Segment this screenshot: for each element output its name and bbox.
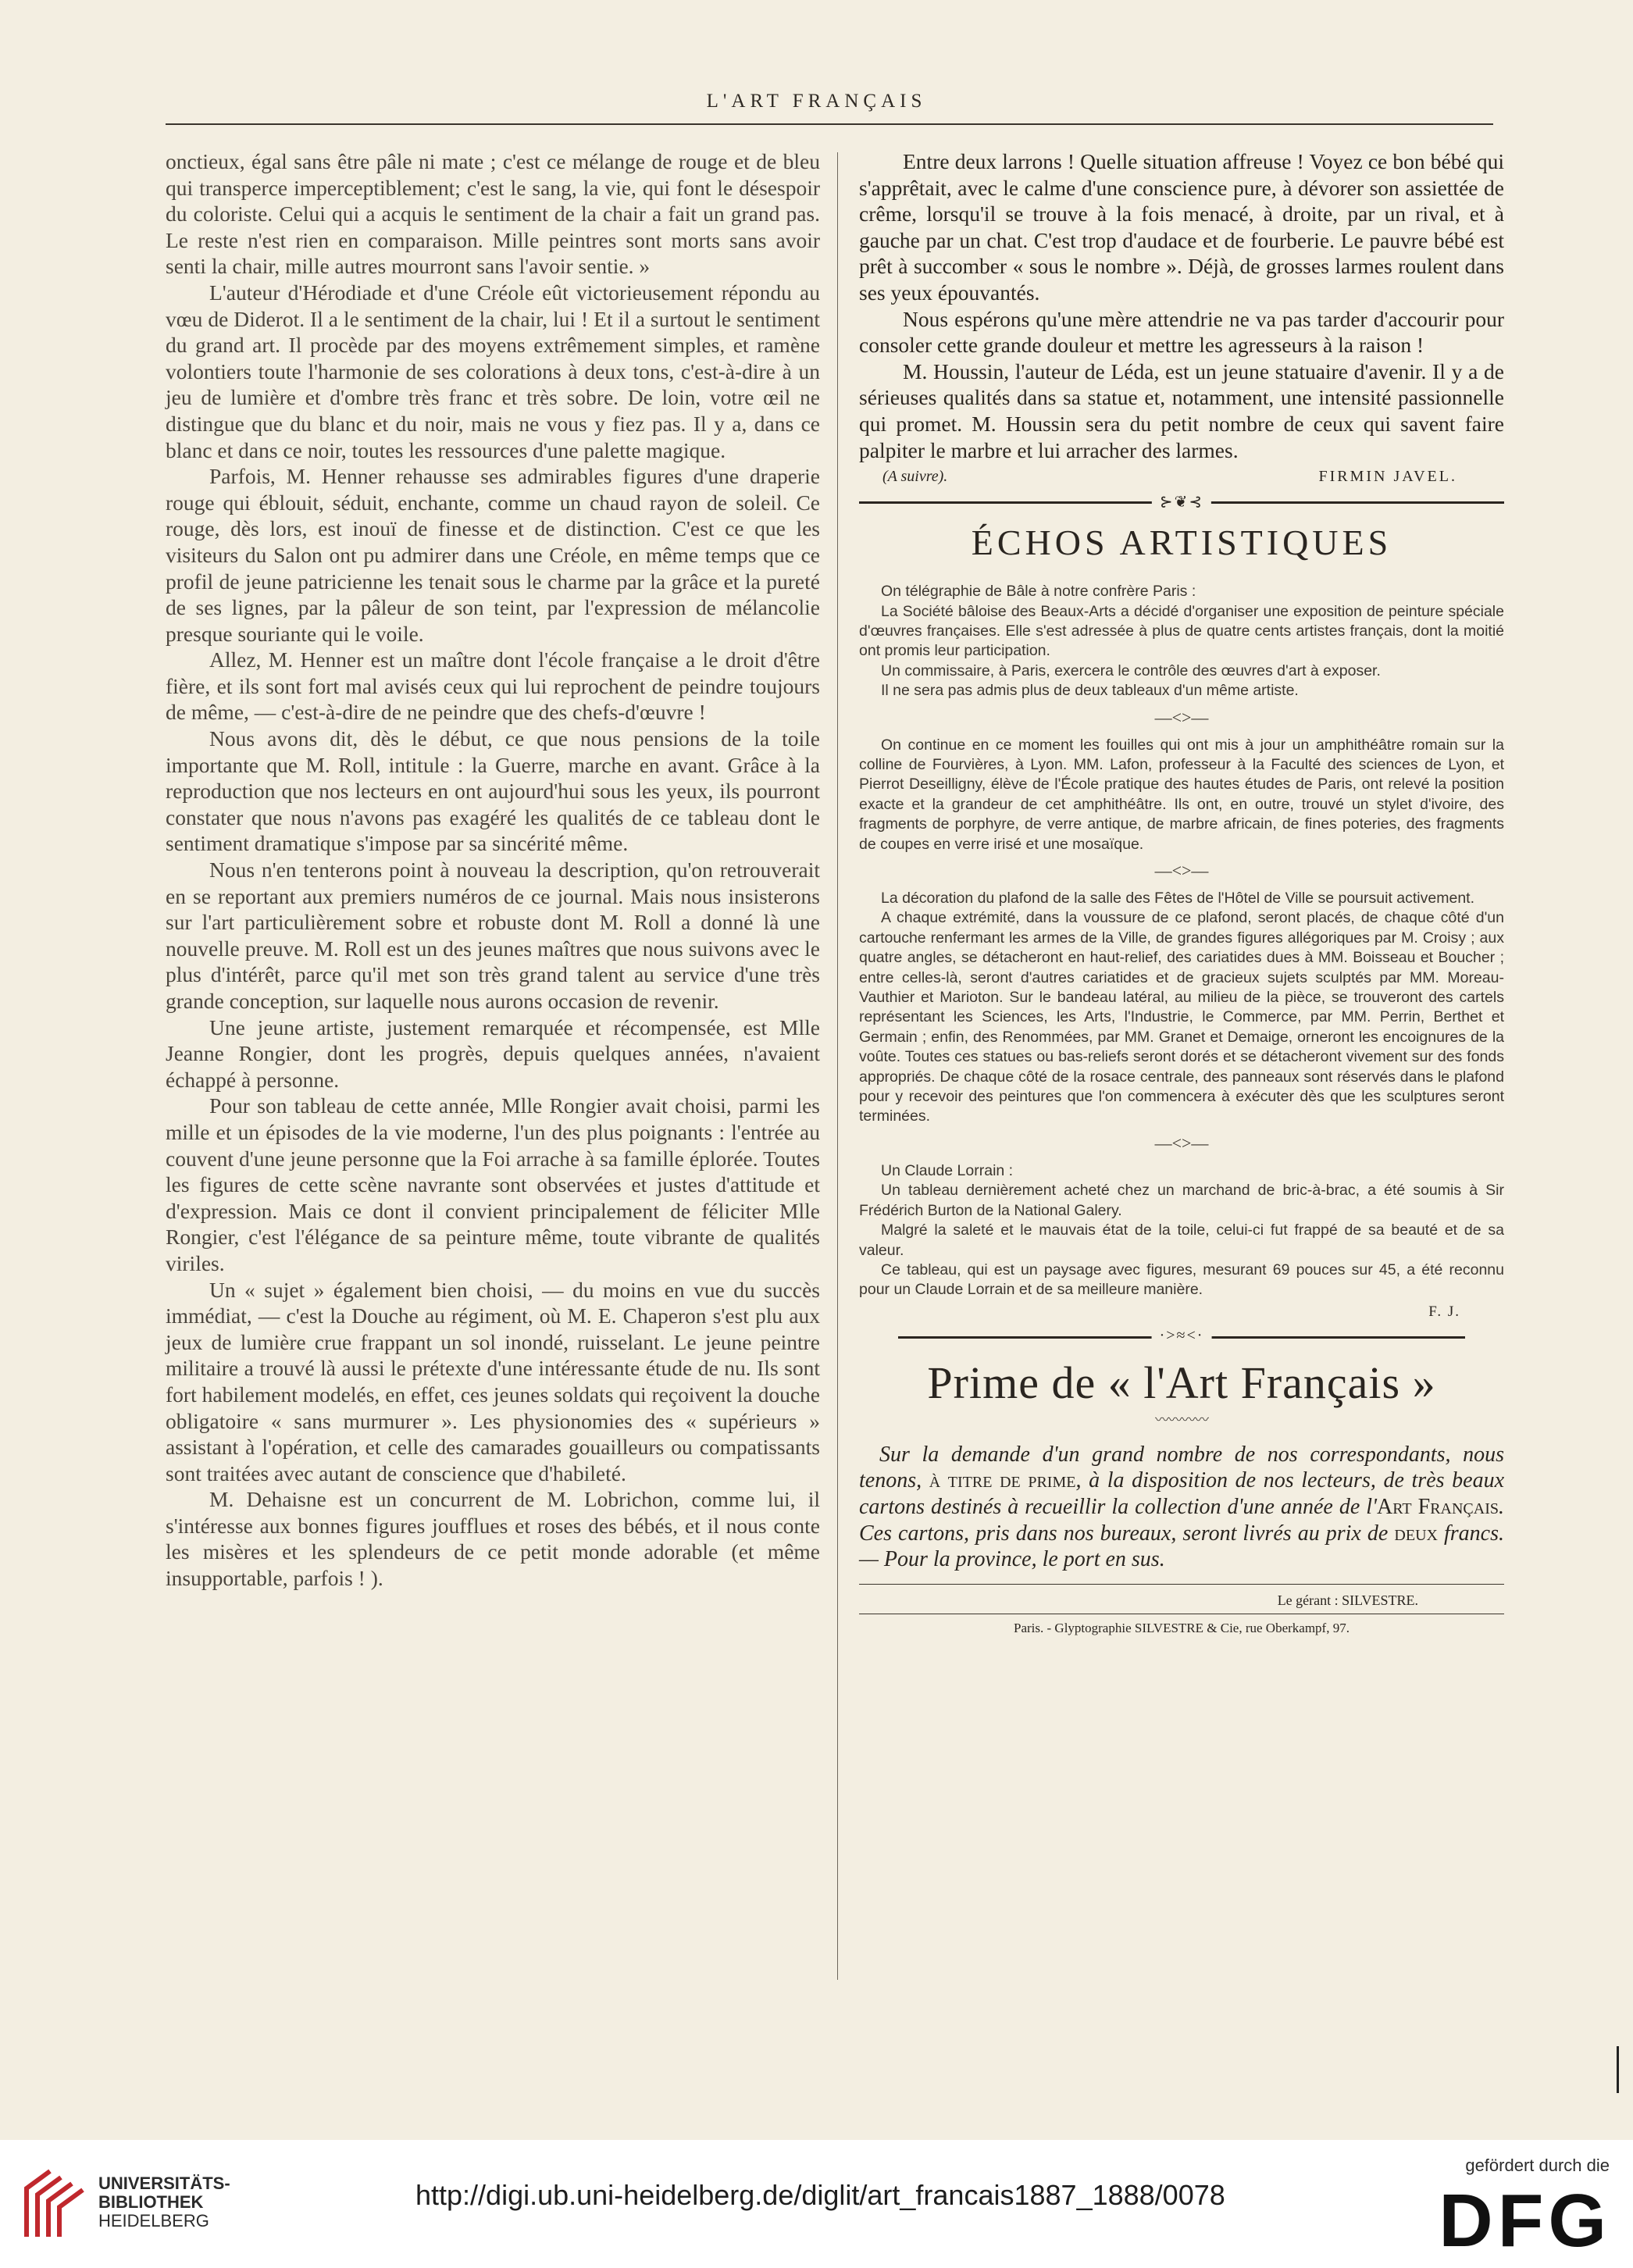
echos-title: ÉCHOS ARTISTIQUES — [971, 522, 1392, 563]
left-column — [166, 148, 820, 1592]
echo-signature: F. J. — [1428, 1303, 1460, 1320]
separator-icon: —<>— — [1154, 1132, 1209, 1153]
echo-paragraph: Il ne sera pas admis plus de deux tableaux d'un même artiste. — [881, 682, 1299, 700]
paragraph: Pour son tableau de cette année, Mlle Rongier avait choisi, parmi les mille et un épisodes de la vie moderne, l'un des plus poignants : l'entrée au couvent d'une jeune personne que la Foi arrache à sa famille éplorée. Toutes les figures de cette scène navrante sont observées et justes d'attitude et d'expression. Mais ce dont il convient principalement de féliciter Mlle Rongier, c'est l'élégance de sa peinture même, toute vibrante de qualités viriles. — [166, 1093, 820, 1275]
article-signature — [859, 468, 1504, 486]
separator-icon: —<>— — [1154, 707, 1209, 727]
permalink[interactable]: http://digi.ub.uni-heidelberg.de/diglit/art_francais1887_1888/0078 — [415, 2179, 1225, 2211]
paragraph: Entre deux larrons ! Quelle situation affreuse ! Voyez ce bon bébé qui s'apprêtait, avec le calme d'une conscience pure, à dévorer son assiettée de crême, lorsqu'il se trouve à la fois menacé, à droite, par un rival, et à gauche par un chat. C'est trop d'audace et de fourberie. Le pauvre bébé est prêt à succomber « sous le nombre ». Déjà, de grosses larmes roulent dans ses yeux épouvantés. — [859, 149, 1504, 305]
echo-paragraph: Ce tableau, qui est un paysage avec figures, mesurant 69 pouces sur 45, a été reconnu pour un Claude Lorrain et de sa meilleure manière. — [859, 1261, 1504, 1299]
sponsor-label: gefördert durch die — [1465, 2156, 1610, 2175]
echo-paragraph: Un Claude Lorrain : — [881, 1161, 1014, 1179]
author-name: FIRMIN JAVEL. — [1318, 468, 1457, 486]
echo-paragraph: A chaque extrémité, dans la voussure de ce plafond, seront placés, de chaque côté d'un cartouche renfermant les armes de la Ville, de grandes figures allégoriques par M. Croisy ; aux quatre angles, se détacheront en haut-relief, des cariatides dues à MM. Boisseau et Boucher ; entre celles-là, seront d'autres cariatides et de gracieux sujets sculptés par MM. Moreau-Vauthier et Marioton. Sur le bandeau latéral, au milieu de la pièce, se trouveront des cartels représentant les Sciences, les Arts, l'Industrie, le Commerce, par MM. Perrin, Berthet et Germain ; enfin, des Renommées, par MM. Granet et Demaige, orneront les encoignures de la voûte. Toutes ces statues ou bas-reliefs seront dorés et se détacheront vivement sur des fonds appropriés. De chaque côté de la rosace centrale, des panneaux sont réservés dans le plafond pour y recevoir des peintures que l'on commencera à exécuter dès que les sculptures seront terminées. — [859, 909, 1504, 1125]
echo-paragraph: On télégraphie de Bâle à notre confrère Paris : — [881, 583, 1196, 601]
echo-paragraph: Un tableau dernièrement acheté chez un marchand de bric-à-brac, a été soumis à Sir Frédérich Burton de la National Galery. — [859, 1182, 1504, 1219]
prime-announcement: Sur la demande d'un grand nombre de nos correspondants, nous tenons, à titre de prime, à la disposition de nos lecteurs, de très beaux cartons destinés à recueillir la collection d'une année de l'Art Français. Ces cartons, pris dans nos bureaux, seront livrés au prix de deux francs. — Pour la province, le port en sus. — [859, 1442, 1505, 1572]
echo-paragraph: La décoration du plafond de la salle des Fêtes de l'Hôtel de Ville se poursuit activement. — [881, 890, 1474, 907]
dfg-logo: DFG — [1439, 2179, 1611, 2263]
wavy-underline-icon: 〰〰〰〰 — [1155, 1411, 1208, 1428]
library-name: UNIVERSITÄTS- BIBLIOTHEK HEIDELBERG — [98, 2174, 230, 2231]
paragraph: Nous espérons qu'une mère attendrie ne va pas tarder d'accourir pour consoler cette grande douleur et mettre les agresseurs à la raison ! — [859, 306, 1504, 358]
ornament-divider — [859, 1326, 1504, 1344]
paragraph: onctieux, égal sans être pâle ni mate ; c'est ce mélange de rouge et de bleu qui transperce imperceptiblement; c'est le sang, la vie, qui font le désespoir du coloriste. Celui qui a acquis le sentiment de la chair a fait un grand pas. Le reste n'est rien en comparaison. Mille peintres sont morts sans avoir senti la chair, mille autres mourront sans l'avoir sentie. » — [166, 149, 820, 279]
running-title: L'ART FRANÇAIS — [706, 91, 927, 112]
university-library-logo-icon — [19, 2165, 91, 2243]
paragraph: M. Dehaisne est un concurrent de M. Lobrichon, comme lui, il s'intéresse aux bonnes figures joufflues et roses des bébés, et il nous conte les misères et les splendeurs de ce petit monde adorable (et même insupportable, parfois ! ). — [166, 1487, 820, 1591]
column-divider — [837, 152, 838, 1980]
paragraph: M. Houssin, l'auteur de Léda, est un jeune statuaire d'avenir. Il y a de sérieuses qualités dans sa statue et, notamment, une intensité passionnelle qui promet. M. Houssin sera du petit nombre de ceux qui savent faire palpiter le marbre et lui arracher des larmes. — [859, 358, 1504, 462]
paragraph: Parfois, M. Henner rehausse ses admirables figures d'une draperie rouge qui éblouit, séduit, enchante, comme un chaud rayon de soleil. Ce rouge, dès lors, est inouï de finesse et de distinction. C'est ce que les visiteurs du Salon ont pu admirer dans une Créole, en même temps que ce profil de jeune patricienne les tenait sous le charme par la grâce et la pureté de ses lignes, par la pâleur de son teint, par l'expression de mélancolie presque souriante qui le voile. — [166, 464, 820, 646]
paragraph: Allez, M. Henner est un maître dont l'école française a le droit d'être fière, et ils sont fort mal avisés ceux qui lui reprochent de peindre toujours de même, — c'est-à-dire de ne peindre que des chefs-d'œuvre ! — [166, 647, 820, 725]
prime-title: Prime de « l'Art Français » — [927, 1357, 1436, 1408]
echo-paragraph: Un commissaire, à Paris, exercera le contrôle des œuvres d'art à exposer. — [881, 662, 1381, 679]
separator-icon: —<>— — [1154, 861, 1209, 880]
header-rule — [166, 123, 1493, 125]
printer-imprint: Paris. - Glyptographie SILVESTRE & Cie, rue Oberkampf, 97. — [859, 1614, 1504, 1636]
flourish-icon: ⊱❦⊰ — [1152, 492, 1211, 512]
echo-paragraph: La Société bâloise des Beaux-Arts a décidé d'organiser une exposition de peinture spéciale d'œuvres françaises. Elle s'est adressée à plus de quatre cents artistes français, dont la moitié ont promis leur participation. — [859, 602, 1504, 660]
echo-paragraph: Malgré la saleté et le mauvais état de la toile, celui-ci fut frappé de sa beauté et de sa valeur. — [859, 1221, 1504, 1259]
right-column — [859, 148, 1504, 1636]
paragraph: L'auteur d'Hérodiade et d'une Créole eût victorieusement répondu au vœu de Diderot. Il a le sentiment de la chair, lui ! Et il a surtout le sentiment du grand art. Il procède par des moyens extrêmement simples, et ramène volontiers toute l'harmonie de ses colorations à deux tons, c'est-à-dire à un jeu de lumière et d'ombre très franc et très sobre. De loin, votre œil ne distingue que du blanc et du noir, mais ne vous y fiez pas. Il y a, dans ce blanc et dans ce noir, toutes les ressources d'une palette magique. — [166, 280, 820, 462]
paragraph: Nous avons dit, dès le début, ce que nous pensions de la toile importante que M. Roll, intitule : la Guerre, marche en avant. Grâce à la reproduction que nos lecteurs en ont aujourd'hui sous les yeux, ils pourront constater que nous n'avons pas exagéré les qualités de ce tableau dont le sentiment dramatique s'impose par sa sincérité même. — [166, 726, 820, 856]
page-edge-mark — [1617, 2046, 1619, 2093]
to-be-continued: (A suivre). — [882, 468, 948, 486]
ornament-divider — [859, 494, 1504, 512]
paragraph: Une jeune artiste, justement remarquée et récompensée, est Mlle Jeanne Rongier, dont les progrès, depuis quelques années, n'avaient échappé à personne. — [166, 1015, 820, 1092]
paragraph: Un « sujet » également bien choisi, — du moins en vue du succès immédiat, — c'est la Douche au régiment, où M. E. Chaperon s'est plu aux jeux de lumière crue frappant un sol inondé, ruisselant. Le jeune peintre militaire a trouvé là aussi le prétexte d'une intéressante étude de nu. Ils sont fort habilement modelés, en effet, ces jeunes soldats qui reçoivent la douche obligatoire « sans murmurer ». Les physionomies des « supérieurs » assistant à l'opération, et celle des camarades gouailleurs ou compatissants sont traitées avec autant de conscience que d'habileté. — [166, 1277, 820, 1485]
flourish-icon: ·>≈<· — [1152, 1327, 1212, 1345]
echo-paragraph: On continue en ce moment les fouilles qui ont mis à jour un amphithéâtre romain sur la colline de Fourvières, à Lyon. MM. Lafon, professeur à la Faculté des sciences de Lyon, et Pierrot Deseilligny, élève de l'École pratique des hautes études de Paris, ont relevé la position exacte et la grandeur de cet amphithéâtre. Ils ont, en outre, trouvé un stylet d'ivoire, des fragments de porphyre, de verre antique, de marbre africain, de fines poteries, des fragments de coupes en verre irisé et une mosaïque. — [859, 736, 1504, 853]
digitization-footer — [0, 2140, 1633, 2268]
paragraph: Nous n'en tenterons point à nouveau la description, qu'on retrouverait en se reportant aux premiers numéros de ce journal. Mais nous insisterons sur l'art particulièrement sobre et robuste dont M. Roll a donné là une nouvelle preuve. M. Roll est un des jeunes maîtres que nous suivons avec le plus d'intérêt, parce qu'il met son très grand talent au service d'une très grande conception, sur laquelle nous aurons occasion de revenir. — [166, 858, 820, 1013]
publisher-line: Le gérant : SILVESTRE. — [859, 1584, 1504, 1609]
